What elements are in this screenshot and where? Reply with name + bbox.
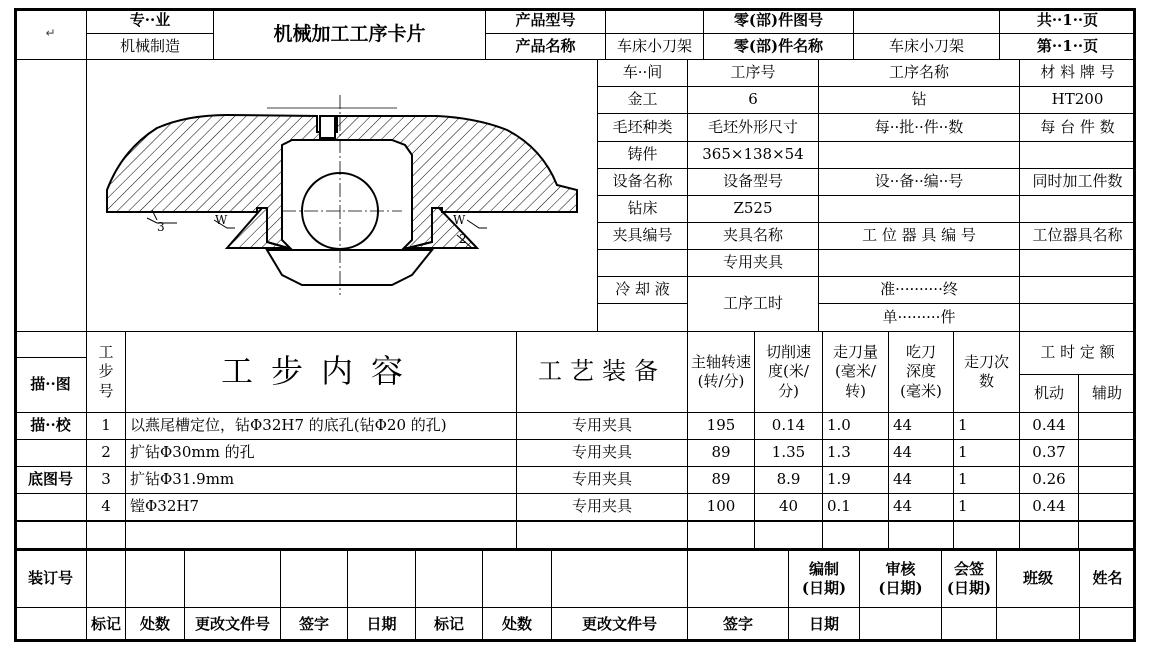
- side-label-binding: 装订号: [14, 550, 87, 608]
- side-label-draw: 描··图: [14, 357, 87, 413]
- footer-cell[interactable]: [125, 550, 185, 608]
- step-passes[interactable]: 1: [953, 412, 1020, 440]
- op-time-label: 工序工时: [687, 276, 819, 332]
- step-content[interactable]: 扩钻Φ30mm 的孔: [125, 439, 517, 467]
- side-margin-cell: [14, 493, 87, 521]
- sign-label-1: 签字: [280, 607, 348, 642]
- blank-row-equip[interactable]: [516, 521, 688, 549]
- equip-name-label: 设备名称: [597, 168, 688, 196]
- op-no-value: 6: [687, 86, 819, 114]
- sketch-area: [86, 59, 598, 332]
- step-feed[interactable]: 1.9: [822, 466, 889, 494]
- step-depth[interactable]: 44: [888, 493, 954, 521]
- page-number: 第··1··页: [999, 33, 1136, 60]
- change-doc-label-1: 更改文件号: [184, 607, 281, 642]
- part-bottom: [267, 250, 432, 285]
- part-name-label: 零(部)件名称: [703, 33, 854, 60]
- footer-cell[interactable]: [415, 550, 483, 608]
- blank-type-value: 铸件: [597, 141, 688, 169]
- blank-row-machine[interactable]: [1019, 521, 1079, 549]
- blank-row-feed[interactable]: [822, 521, 889, 549]
- per-unit-value[interactable]: [1019, 141, 1136, 169]
- step-aux-time[interactable]: [1078, 412, 1136, 440]
- step-spindle[interactable]: 89: [687, 466, 755, 494]
- op-name-value: 钻: [818, 86, 1020, 114]
- step-machine-time[interactable]: 0.26: [1019, 466, 1079, 494]
- step-feed[interactable]: 0.1: [822, 493, 889, 521]
- footer-cell[interactable]: [687, 550, 789, 608]
- machine-time-header: 机动: [1019, 374, 1079, 413]
- depth-header: 吃刀深度(毫米): [888, 331, 954, 413]
- station-no-label: 工 位 器 具 编 号: [818, 222, 1020, 250]
- step-passes[interactable]: 1: [953, 466, 1020, 494]
- workshop-value: 金工: [597, 86, 688, 114]
- unit-time-value[interactable]: [1019, 303, 1136, 332]
- step-equipment[interactable]: 专用夹具: [516, 439, 688, 467]
- step-depth[interactable]: 44: [888, 412, 954, 440]
- side-label-trace-check: 描··校: [14, 412, 87, 440]
- prep-time-value[interactable]: [1019, 276, 1136, 304]
- dim-2-label: 2: [459, 232, 467, 246]
- step-aux-time[interactable]: [1078, 466, 1136, 494]
- change-doc-label-2: 更改文件号: [551, 607, 688, 642]
- spindle-header: 主轴转速(转/分): [687, 331, 755, 413]
- step-machine-time[interactable]: 0.44: [1019, 412, 1079, 440]
- op-name-label: 工序名称: [818, 59, 1020, 87]
- step-cut-speed[interactable]: 1.35: [754, 439, 823, 467]
- cut-speed-header: 切削速度(米/分): [754, 331, 823, 413]
- step-no[interactable]: 4: [86, 493, 126, 521]
- date-label-2: 日期: [788, 607, 860, 642]
- major-value: 机械制造: [86, 33, 214, 60]
- per-batch-value[interactable]: [818, 141, 1020, 169]
- op-no-label: 工序号: [687, 59, 819, 87]
- countersign-date-label: 会签(日期): [941, 550, 997, 608]
- footer-cell[interactable]: [859, 607, 942, 642]
- blank-size-label: 毛坯外形尺寸: [687, 113, 819, 142]
- date-label-1: 日期: [347, 607, 416, 642]
- weld-right-label: W: [453, 213, 466, 227]
- blank-row-no[interactable]: [86, 521, 126, 549]
- left-margin-cell: ↵: [14, 8, 87, 60]
- side-label-base-no: 底图号: [14, 466, 87, 494]
- blank-row-content[interactable]: [125, 521, 517, 549]
- part-name-value: 车床小刀架: [853, 33, 1000, 60]
- step-depth[interactable]: 44: [888, 466, 954, 494]
- fixture-name-label: 夹具名称: [687, 222, 819, 250]
- footer-cell[interactable]: [941, 607, 997, 642]
- count-label-2: 处数: [482, 607, 552, 642]
- step-spindle[interactable]: 89: [687, 439, 755, 467]
- footer-cell[interactable]: [996, 607, 1080, 642]
- step-cut-speed[interactable]: 8.9: [754, 466, 823, 494]
- part-drawing-no-label: 零(部)件图号: [703, 8, 854, 34]
- step-machine-time[interactable]: 0.44: [1019, 493, 1079, 521]
- name-label: 姓名: [1079, 550, 1136, 608]
- equip-no-value[interactable]: [818, 195, 1020, 223]
- station-no-value[interactable]: [818, 249, 1020, 277]
- footer-cell[interactable]: [1079, 607, 1136, 642]
- compile-date-label: 编制(日期): [788, 550, 860, 608]
- step-depth[interactable]: 44: [888, 439, 954, 467]
- product-model-label: 产品型号: [485, 8, 606, 34]
- material-label: 材 料 牌 号: [1019, 59, 1136, 87]
- footer-cell[interactable]: [482, 550, 552, 608]
- equipment-header: 工艺装备: [516, 331, 688, 413]
- equip-model-label: 设备型号: [687, 168, 819, 196]
- time-quota-header: 工 时 定 额: [1019, 331, 1136, 375]
- blank-row-passes[interactable]: [953, 521, 1020, 549]
- side-margin-header: [14, 331, 87, 358]
- equip-no-label: 设··备··编··号: [818, 168, 1020, 196]
- per-batch-label: 每··批··件··数: [818, 113, 1020, 142]
- fixture-no-value[interactable]: [597, 249, 688, 277]
- step-content[interactable]: 以燕尾槽定位，钻Φ32H7 的底孔(钻Φ20 的孔): [125, 412, 517, 440]
- class-label: 班级: [996, 550, 1080, 608]
- review-date-label: 审核(日期): [859, 550, 942, 608]
- step-feed[interactable]: 1.3: [822, 439, 889, 467]
- simul-label: 同时加工件数: [1019, 168, 1136, 196]
- step-passes[interactable]: 1: [953, 493, 1020, 521]
- step-equipment[interactable]: 专用夹具: [516, 412, 688, 440]
- step-no[interactable]: 1: [86, 412, 126, 440]
- unit-time-label: 单·········件: [818, 303, 1020, 332]
- coolant-value[interactable]: [597, 303, 688, 332]
- footer-cell[interactable]: [347, 550, 416, 608]
- step-aux-time[interactable]: [1078, 493, 1136, 521]
- step-content-header: 工步内容: [125, 331, 517, 413]
- step-no-header: 工步号: [86, 331, 126, 413]
- step-feed[interactable]: 1.0: [822, 412, 889, 440]
- footer-cell[interactable]: [280, 550, 348, 608]
- prep-time-label: 准··········终: [818, 276, 1020, 304]
- step-no[interactable]: 2: [86, 439, 126, 467]
- weld-left-label: W: [215, 213, 228, 227]
- mark-label-1: 标记: [86, 607, 126, 642]
- station-name-label: 工位器具名称: [1019, 222, 1136, 250]
- total-pages: 共··1··页: [999, 8, 1136, 34]
- station-name-value[interactable]: [1019, 249, 1136, 277]
- aux-time-header: 辅助: [1078, 374, 1136, 413]
- passes-header: 走刀次数: [953, 331, 1020, 413]
- product-model-value[interactable]: [605, 8, 704, 34]
- equip-model-value: Z525: [687, 195, 819, 223]
- equip-name-value: 钻床: [597, 195, 688, 223]
- major-label: 专··业: [86, 8, 214, 34]
- coolant-label: 冷 却 液: [597, 276, 688, 304]
- blank-size-value: 365×138×54: [687, 141, 819, 169]
- step-cut-speed[interactable]: 40: [754, 493, 823, 521]
- step-cut-speed[interactable]: 0.14: [754, 412, 823, 440]
- side-margin-blank: [14, 521, 87, 549]
- step-equipment[interactable]: 专用夹具: [516, 493, 688, 521]
- feed-header: 走刀量(毫米/转): [822, 331, 889, 413]
- dim-3-label: 3: [157, 220, 165, 234]
- blank-row-spindle[interactable]: [687, 521, 755, 549]
- side-margin-footer: [14, 607, 87, 642]
- step-machine-time[interactable]: 0.37: [1019, 439, 1079, 467]
- product-name-label: 产品名称: [485, 33, 606, 60]
- step-content[interactable]: 扩钻Φ31.9mm: [125, 466, 517, 494]
- part-sketch: [87, 60, 597, 331]
- workshop-label: 车··间: [597, 59, 688, 87]
- count-label-1: 处数: [125, 607, 185, 642]
- top-slot: [320, 116, 335, 138]
- footer-cell[interactable]: [184, 550, 281, 608]
- product-name-value: 车床小刀架: [605, 33, 704, 60]
- blank-row-depth[interactable]: [888, 521, 954, 549]
- blank-row-speed[interactable]: [754, 521, 823, 549]
- fixture-no-label: 夹具编号: [597, 222, 688, 250]
- part-drawing-no-value[interactable]: [853, 8, 1000, 34]
- per-unit-label: 每 台 件 数: [1019, 113, 1136, 142]
- side-margin-cell: [14, 439, 87, 467]
- fixture-name-value: 专用夹具: [687, 249, 819, 277]
- step-content[interactable]: 镗Φ32H7: [125, 493, 517, 521]
- blank-type-label: 毛坯种类: [597, 113, 688, 142]
- step-spindle[interactable]: 195: [687, 412, 755, 440]
- step-passes[interactable]: 1: [953, 439, 1020, 467]
- mark-label-2: 标记: [415, 607, 483, 642]
- footer-cell[interactable]: [86, 550, 126, 608]
- step-equipment[interactable]: 专用夹具: [516, 466, 688, 494]
- step-aux-time[interactable]: [1078, 439, 1136, 467]
- step-spindle[interactable]: 100: [687, 493, 755, 521]
- sign-label-2: 签字: [687, 607, 789, 642]
- left-margin-drawing: [14, 59, 87, 332]
- simul-value[interactable]: [1019, 195, 1136, 223]
- blank-row-aux[interactable]: [1078, 521, 1136, 549]
- footer-cell[interactable]: [551, 550, 688, 608]
- material-value: HT200: [1019, 86, 1136, 114]
- card-title: 机械加工工序卡片: [213, 8, 486, 60]
- step-no[interactable]: 3: [86, 466, 126, 494]
